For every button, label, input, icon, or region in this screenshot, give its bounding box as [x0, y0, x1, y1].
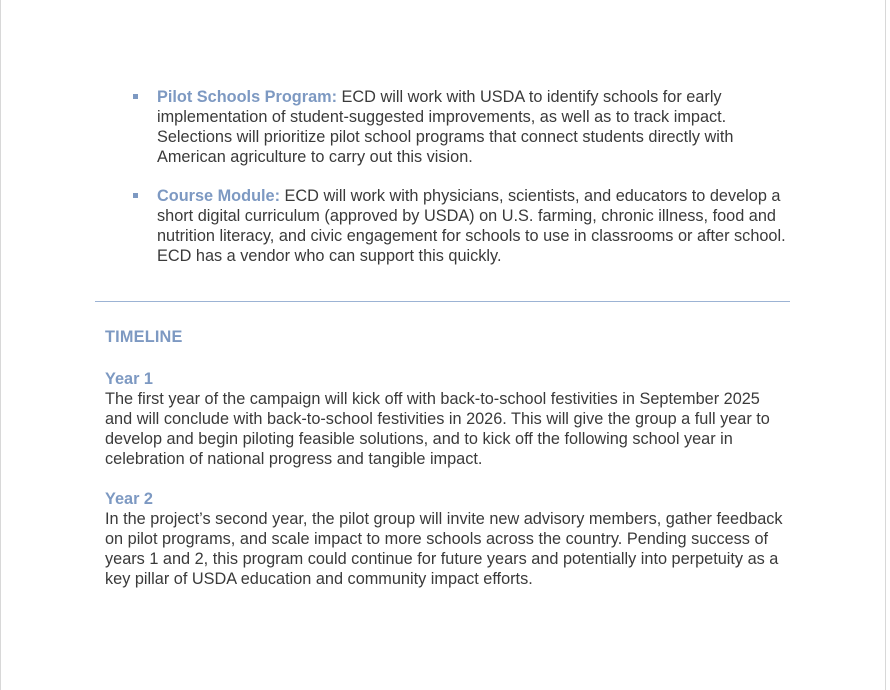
- square-bullet-icon: [133, 193, 138, 198]
- year-2-title: Year 2: [105, 490, 153, 508]
- square-bullet-icon: [133, 94, 138, 99]
- bullet-term: Course Module:: [157, 187, 281, 205]
- section-divider: [95, 301, 790, 302]
- bullet-text: ECD will work with physicians, scientists, and educators to develop a short digital curriculum (approved by USDA) on U.S. farming, chronic illness, food and nutrition literacy, and civic engagement for schools to use in classrooms or after school. ECD has a vendor who can support this quickly.: [157, 187, 786, 265]
- timeline-heading: TIMELINE: [105, 328, 183, 346]
- year-2-paragraph: In the project’s second year, the pilot group will invite new advisory members, gather feedback on pilot programs, and scale impact to more schools across the country. Pending success of years 1 and 2, this program could continue for future years and potentially into perpetuity as a key pillar of USDA education and community impact efforts.: [105, 510, 783, 588]
- list-item-pilot-schools: [131, 87, 791, 167]
- year-1-section: [105, 369, 785, 469]
- year-2-section: [105, 489, 785, 589]
- bullet-term: Pilot Schools Program:: [157, 88, 338, 106]
- year-1-title: Year 1: [105, 370, 153, 388]
- initiatives-bullet-list: [131, 87, 791, 285]
- year-1-paragraph: The first year of the campaign will kick off with back-to-school festivities in September 2025 and will conclude with back-to-school festivities in 2026. This will give the group a full year to develop and begin piloting feasible solutions, and to kick off the following school year in celebration of national progress and tangible impact.: [105, 390, 770, 468]
- bullet-text: ECD will work with USDA to identify schools for early implementation of student-suggested improvements, as well as to track impact. Selections will prioritize pilot school programs that connect students directly with American agriculture to carry out this vision.: [157, 88, 734, 166]
- list-item-course-module: [131, 186, 791, 266]
